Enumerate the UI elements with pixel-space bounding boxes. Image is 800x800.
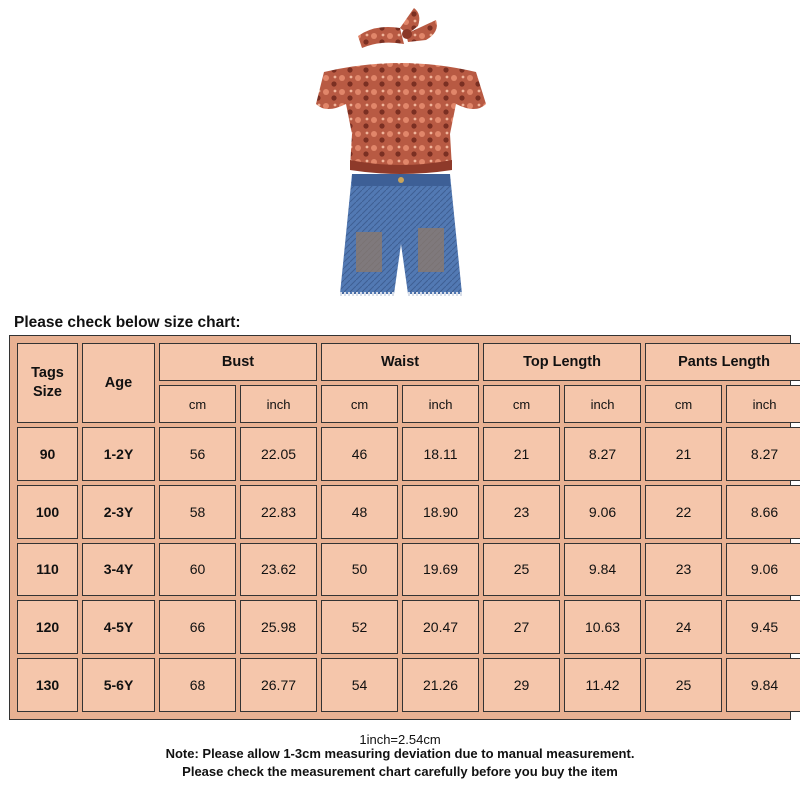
cell-bust-inch: 22.05 (240, 427, 317, 481)
header-top-length: Top Length (483, 343, 641, 381)
cell-bust-inch: 26.77 (240, 658, 317, 712)
cell-pants-cm: 23 (645, 543, 722, 597)
table-row (17, 658, 800, 712)
cell-size: 130 (17, 658, 78, 712)
cell-waist-inch: 20.47 (402, 600, 479, 654)
cell-top-cm: 25 (483, 543, 560, 597)
cell-bust-cm: 60 (159, 543, 236, 597)
unit-waist-cm: cm (321, 385, 398, 423)
cell-waist-cm: 46 (321, 427, 398, 481)
cell-pants-inch: 9.84 (726, 658, 800, 712)
table-row (17, 485, 800, 539)
cell-pants-cm: 25 (645, 658, 722, 712)
cell-pants-inch: 9.45 (726, 600, 800, 654)
cell-bust-inch: 22.83 (240, 485, 317, 539)
unit-pants-cm: cm (645, 385, 722, 423)
cell-top-inch: 8.27 (564, 427, 641, 481)
cell-bust-cm: 58 (159, 485, 236, 539)
header-age: Age (82, 343, 155, 423)
conversion-note: 1inch=2.54cm (359, 732, 441, 747)
cell-waist-inch: 18.11 (402, 427, 479, 481)
deviation-note: Note: Please allow 1-3cm measuring deviation due to manual measurement. (165, 746, 635, 761)
cell-size: 100 (17, 485, 78, 539)
unit-pants-inch: inch (726, 385, 800, 423)
cell-waist-cm: 52 (321, 600, 398, 654)
cell-age: 4-5Y (82, 600, 155, 654)
cell-top-inch: 9.06 (564, 485, 641, 539)
table-row (17, 543, 800, 597)
cell-top-cm: 27 (483, 600, 560, 654)
cell-top-cm: 21 (483, 427, 560, 481)
cell-waist-cm: 48 (321, 485, 398, 539)
check-note: Please check the measurement chart carefully before you buy the item (182, 764, 618, 779)
cell-age: 3-4Y (82, 543, 155, 597)
denim-shorts (340, 174, 462, 294)
cell-age: 1-2Y (82, 427, 155, 481)
cell-top-inch: 9.84 (564, 543, 641, 597)
header-tags-size: Tags Size (17, 343, 78, 423)
cell-pants-inch: 8.66 (726, 485, 800, 539)
cell-age: 5-6Y (82, 658, 155, 712)
cell-waist-inch: 19.69 (402, 543, 479, 597)
cell-top-inch: 11.42 (564, 658, 641, 712)
cell-top-cm: 29 (483, 658, 560, 712)
cell-bust-cm: 66 (159, 600, 236, 654)
product-image (290, 4, 510, 300)
size-chart (9, 335, 791, 720)
cell-age: 2-3Y (82, 485, 155, 539)
table-row (17, 600, 800, 654)
cell-waist-cm: 50 (321, 543, 398, 597)
cell-size: 120 (17, 600, 78, 654)
size-chart-heading: Please check below size chart: (14, 314, 241, 331)
unit-bust-inch: inch (240, 385, 317, 423)
cell-pants-cm: 21 (645, 427, 722, 481)
unit-waist-inch: inch (402, 385, 479, 423)
cell-pants-cm: 22 (645, 485, 722, 539)
cell-bust-cm: 68 (159, 658, 236, 712)
size-table (13, 339, 800, 716)
cell-top-inch: 10.63 (564, 600, 641, 654)
cell-bust-inch: 25.98 (240, 600, 317, 654)
cell-waist-cm: 54 (321, 658, 398, 712)
cell-pants-inch: 8.27 (726, 427, 800, 481)
unit-top-inch: inch (564, 385, 641, 423)
cell-waist-inch: 18.90 (402, 485, 479, 539)
cell-size: 110 (17, 543, 78, 597)
header-waist: Waist (321, 343, 479, 381)
table-row (17, 427, 800, 481)
cell-pants-inch: 9.06 (726, 543, 800, 597)
cell-waist-inch: 21.26 (402, 658, 479, 712)
unit-bust-cm: cm (159, 385, 236, 423)
floral-crop-top (316, 63, 486, 174)
cell-bust-inch: 23.62 (240, 543, 317, 597)
header-bust: Bust (159, 343, 317, 381)
cell-top-cm: 23 (483, 485, 560, 539)
cell-bust-cm: 56 (159, 427, 236, 481)
cell-size: 90 (17, 427, 78, 481)
headband-bow (358, 8, 437, 48)
unit-top-cm: cm (483, 385, 560, 423)
header-pants-length: Pants Length (645, 343, 800, 381)
cell-pants-cm: 24 (645, 600, 722, 654)
